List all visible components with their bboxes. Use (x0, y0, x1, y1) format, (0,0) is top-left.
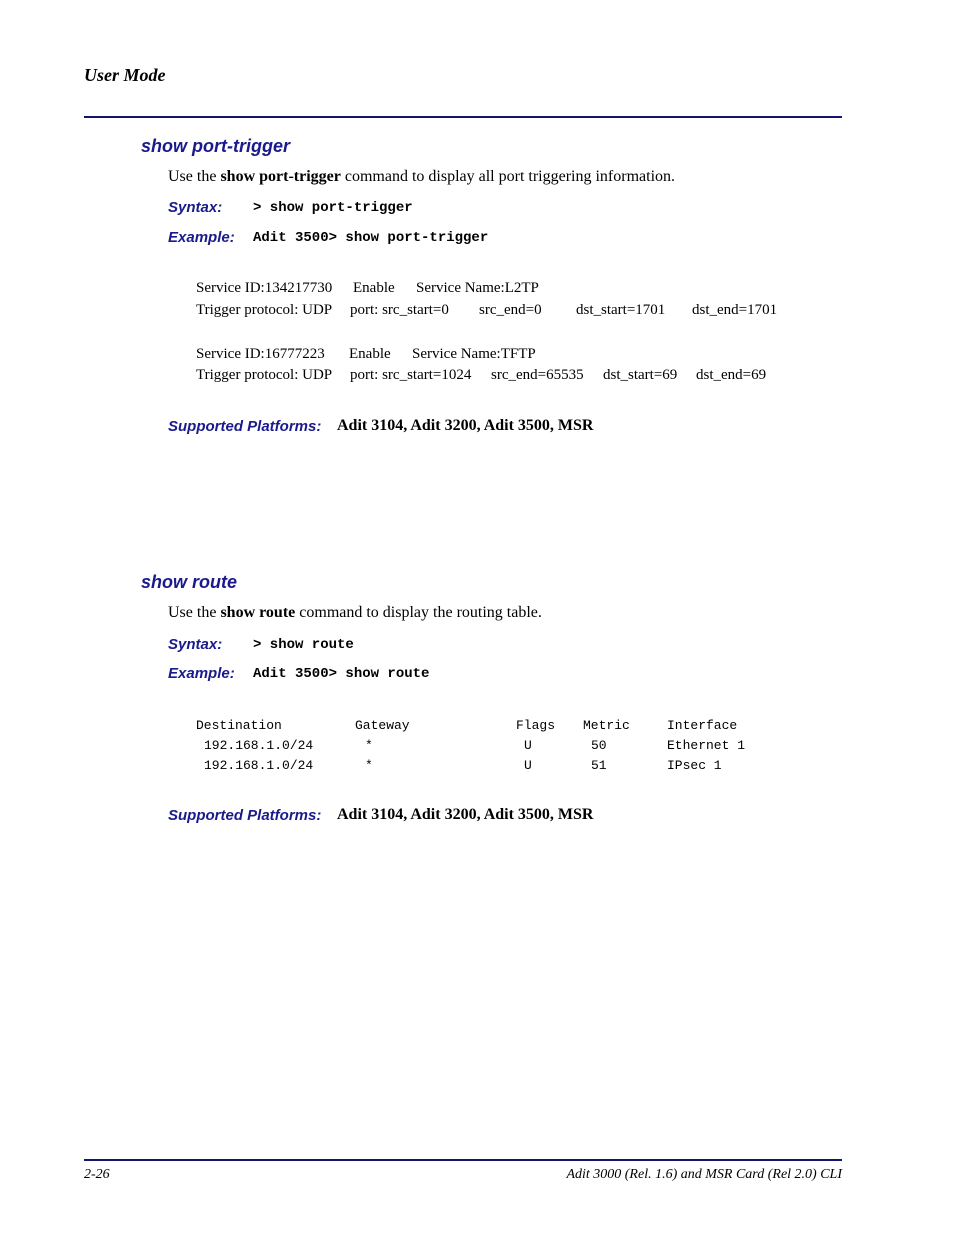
cell-destination: 192.168.1.0/24 (204, 738, 314, 753)
cell-gateway: * (365, 738, 373, 753)
supported-platforms-label: Supported Platforms: (168, 418, 322, 435)
document-title: Adit 3000 (Rel. 1.6) and MSR Card (Rel 2.0) CLI (566, 1167, 842, 1182)
trigger-protocol: Trigger protocol: UDP (196, 367, 333, 383)
src-start: port: src_start=1024 (350, 367, 472, 383)
service-id: Service ID:16777223 (196, 346, 325, 362)
column-header-gateway: Gateway (355, 718, 410, 733)
service-status: Enable (349, 346, 391, 362)
cell-interface: Ethernet 1 (667, 738, 746, 753)
cell-flags: U (524, 758, 532, 773)
section-description: Use the show route command to display the routing table. (168, 604, 542, 621)
supported-platforms-value: Adit 3104, Adit 3200, Adit 3500, MSR (337, 806, 594, 823)
supported-platforms-value: Adit 3104, Adit 3200, Adit 3500, MSR (337, 417, 594, 434)
service-name: Service Name:L2TP (416, 280, 539, 296)
cell-flags: U (524, 738, 532, 753)
syntax-command: > show port-trigger (253, 200, 413, 216)
src-start: port: src_start=0 (350, 302, 449, 318)
cell-metric: 51 (591, 758, 607, 773)
dst-start: dst_start=69 (603, 367, 678, 383)
cell-interface: IPsec 1 (667, 758, 722, 773)
example-command: Adit 3500> show port-trigger (253, 230, 489, 246)
dst-end: dst_end=69 (696, 367, 767, 383)
dst-end: dst_end=1701 (692, 302, 778, 318)
column-header-destination: Destination (196, 718, 282, 733)
footer-rule (84, 1159, 842, 1161)
syntax-label: Syntax: (168, 199, 223, 216)
page-number: 2-26 (84, 1167, 110, 1182)
column-header-interface: Interface (667, 718, 738, 733)
service-status: Enable (353, 280, 395, 296)
cell-gateway: * (365, 758, 373, 773)
example-label: Example: (168, 665, 235, 682)
dst-start: dst_start=1701 (576, 302, 666, 318)
syntax-command: > show route (253, 637, 354, 653)
src-end: src_end=0 (479, 302, 542, 318)
cell-destination: 192.168.1.0/24 (204, 758, 314, 773)
example-command: Adit 3500> show route (253, 666, 430, 682)
service-name: Service Name:TFTP (412, 346, 536, 362)
example-label: Example: (168, 229, 235, 246)
src-end: src_end=65535 (491, 367, 584, 383)
column-header-metric: Metric (583, 718, 630, 733)
section-description: Use the show port-trigger command to display all port triggering information. (168, 168, 676, 185)
column-header-flags: Flags (516, 718, 556, 733)
syntax-label: Syntax: (168, 636, 223, 653)
trigger-protocol: Trigger protocol: UDP (196, 302, 333, 318)
section-title-route: show route (141, 572, 238, 592)
section-title-port-trigger: show port-trigger (141, 136, 290, 156)
running-header: User Mode (84, 65, 166, 85)
service-id: Service ID:134217730 (196, 280, 333, 296)
supported-platforms-label: Supported Platforms: (168, 807, 322, 824)
header-rule (84, 116, 842, 118)
cell-metric: 50 (591, 738, 607, 753)
